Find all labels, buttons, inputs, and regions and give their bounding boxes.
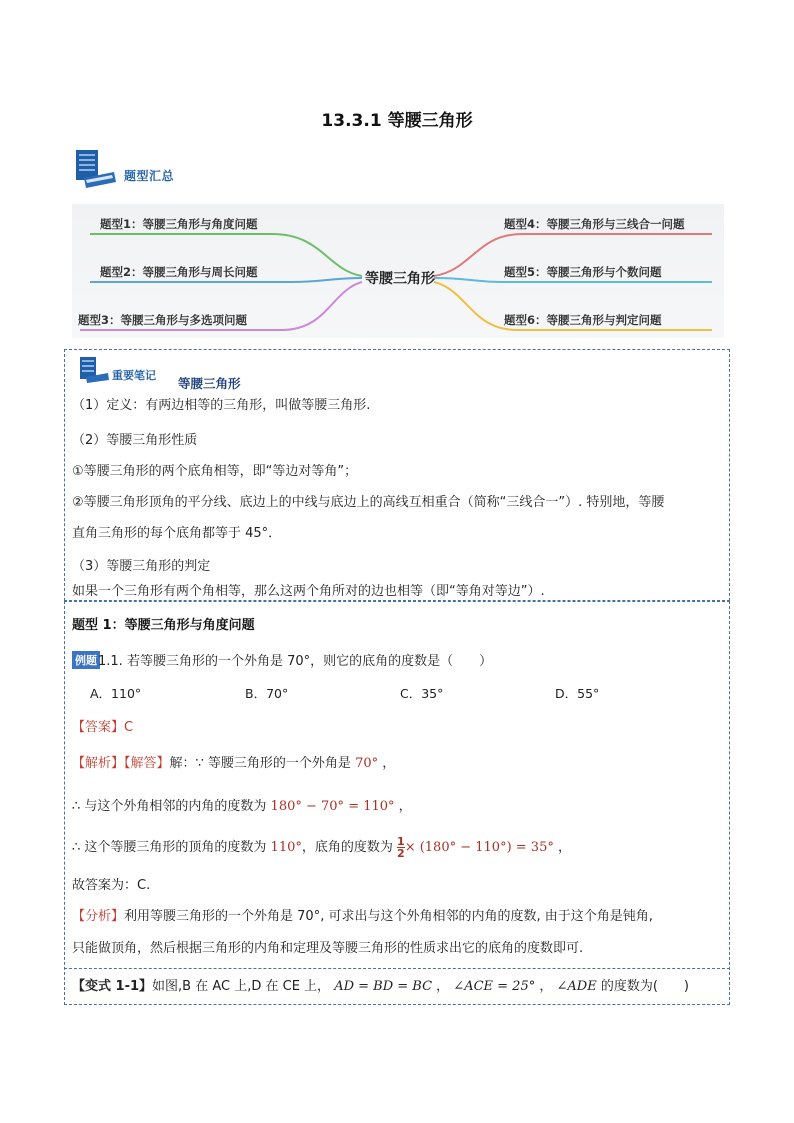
variant-math-2: ∠ACE = 25°	[453, 979, 536, 994]
variant-end: 的度数为( )	[600, 979, 689, 994]
fenxi-text-1: 利用等腰三角形的一个外角是 70°, 可求出与这个外角相邻的内角的度数, 由于这个角是钝角,	[124, 909, 653, 924]
variant-line: 【变式 1-1】如图,B 在 AC 上,D 在 CE 上， AD = BD = BC ， ∠ACE = 25° ， ∠ADE 的度数为( )	[72, 979, 689, 994]
topic-3: 题型3：等腰三角形与多选项问题	[78, 313, 247, 327]
option-a: A．110°	[90, 686, 142, 701]
note-line: 如果一个三角形有两个角相等，那么这两个角所对的边也相等（即“等角对等边”）.	[72, 584, 545, 599]
topic-1: 题型1：等腰三角形与角度问题	[100, 217, 258, 231]
analysis-text-1: 解：∵ 等腰三角形的一个外角是	[169, 756, 351, 771]
note-line: （2）等腰三角形性质	[72, 433, 198, 448]
answer-label: 【答案】	[72, 720, 125, 735]
variant-text: 如图,B 在 AC 上,D 在 CE 上，	[152, 979, 331, 994]
answer-line	[72, 716, 133, 735]
analysis-math-3a: 110°	[270, 840, 302, 855]
notebook-icon	[78, 355, 110, 383]
section-title: 题型 1：等腰三角形与角度问题	[72, 618, 255, 633]
topic-mindmap	[72, 204, 724, 338]
question-stem: 1.1. 若等腰三角形的一个外角是 70°，则它的底角的度数是（ ）	[98, 654, 493, 669]
variant-math-1: AD = BD = BC	[334, 979, 433, 994]
variant-math-3: ∠ADE	[556, 979, 597, 994]
analysis-math-1: 70°	[355, 756, 379, 771]
mindmap-center: 等腰三角形	[365, 271, 435, 287]
fenxi-line-2: 只能做顶角，然后根据三角形的内角和定理及等腰三角形的性质求出它的底角的度数即可.	[72, 941, 584, 956]
banner-label: 题型汇总	[124, 169, 175, 183]
analysis-line-2: ∴ 与这个外角相邻的内角的度数为 180° − 70° = 110° ，	[72, 799, 412, 814]
notes-tag: 重要笔记	[112, 369, 156, 382]
answer-value: C	[124, 720, 134, 735]
note-line: 直角三角形的每个底角都等于 45°．	[72, 526, 282, 541]
topic-5: 题型5：等腰三角形与个数问题	[504, 265, 662, 279]
analysis-text-3-mid: ，底角的度数为	[301, 840, 393, 855]
analysis-label: 【解析】【解答】	[72, 756, 170, 771]
option-b: B．70°	[245, 686, 289, 701]
fenxi-label: 【分析】	[72, 909, 125, 924]
fraction-denominator: 2	[397, 847, 405, 860]
analysis-line-1: 【解析】【解答】解：∵ 等腰三角形的一个外角是 70° ，	[72, 756, 396, 771]
page-title: 13.3.1 等腰三角形	[321, 111, 473, 131]
conclusion: 故答案为：C.	[72, 878, 151, 893]
fraction-numerator: 1	[397, 835, 405, 848]
note-line: （3）等腰三角形的判定	[72, 559, 211, 574]
note-line: （1）定义：有两边相等的三角形，叫做等腰三角形.	[72, 398, 371, 413]
topic-4: 题型4：等腰三角形与三线合一问题	[504, 217, 685, 231]
analysis-line-3: ∴ 这个等腰三角形的顶角的度数为 110°，底角的度数为 $\frac{1}{2}$ × (180° − 110°) = 35° ，	[72, 835, 571, 860]
fraction	[397, 836, 405, 859]
note-line: ①等腰三角形的两个底角相等，即“等边对等角”；	[72, 464, 358, 479]
analysis-math-3b: × (180° − 110°) = 35°	[404, 840, 554, 855]
separator	[64, 968, 730, 969]
notes-heading: 等腰三角形	[178, 376, 241, 391]
fenxi-line-1	[72, 905, 653, 924]
analysis-text-2: ∴ 与这个外角相邻的内角的度数为	[72, 799, 267, 814]
variant-label: 【变式 1-1】	[72, 979, 153, 994]
example-badge: 例题	[72, 651, 100, 669]
books-icon	[74, 148, 118, 188]
topic-6: 题型6：等腰三角形与判定问题	[504, 313, 662, 327]
note-line: ②等腰三角形顶角的平分线、底边上的中线与底边上的高线互相重合（简称“三线合一”）. 特别地，等腰	[72, 495, 665, 510]
analysis-text-3: ∴ 这个等腰三角形的顶角的度数为	[72, 840, 267, 855]
topic-2: 题型2：等腰三角形与周长问题	[100, 265, 258, 279]
analysis-math-2: 180° − 70° = 110°	[270, 799, 395, 814]
option-c: C．35°	[400, 686, 444, 701]
option-d: D．55°	[555, 686, 600, 701]
